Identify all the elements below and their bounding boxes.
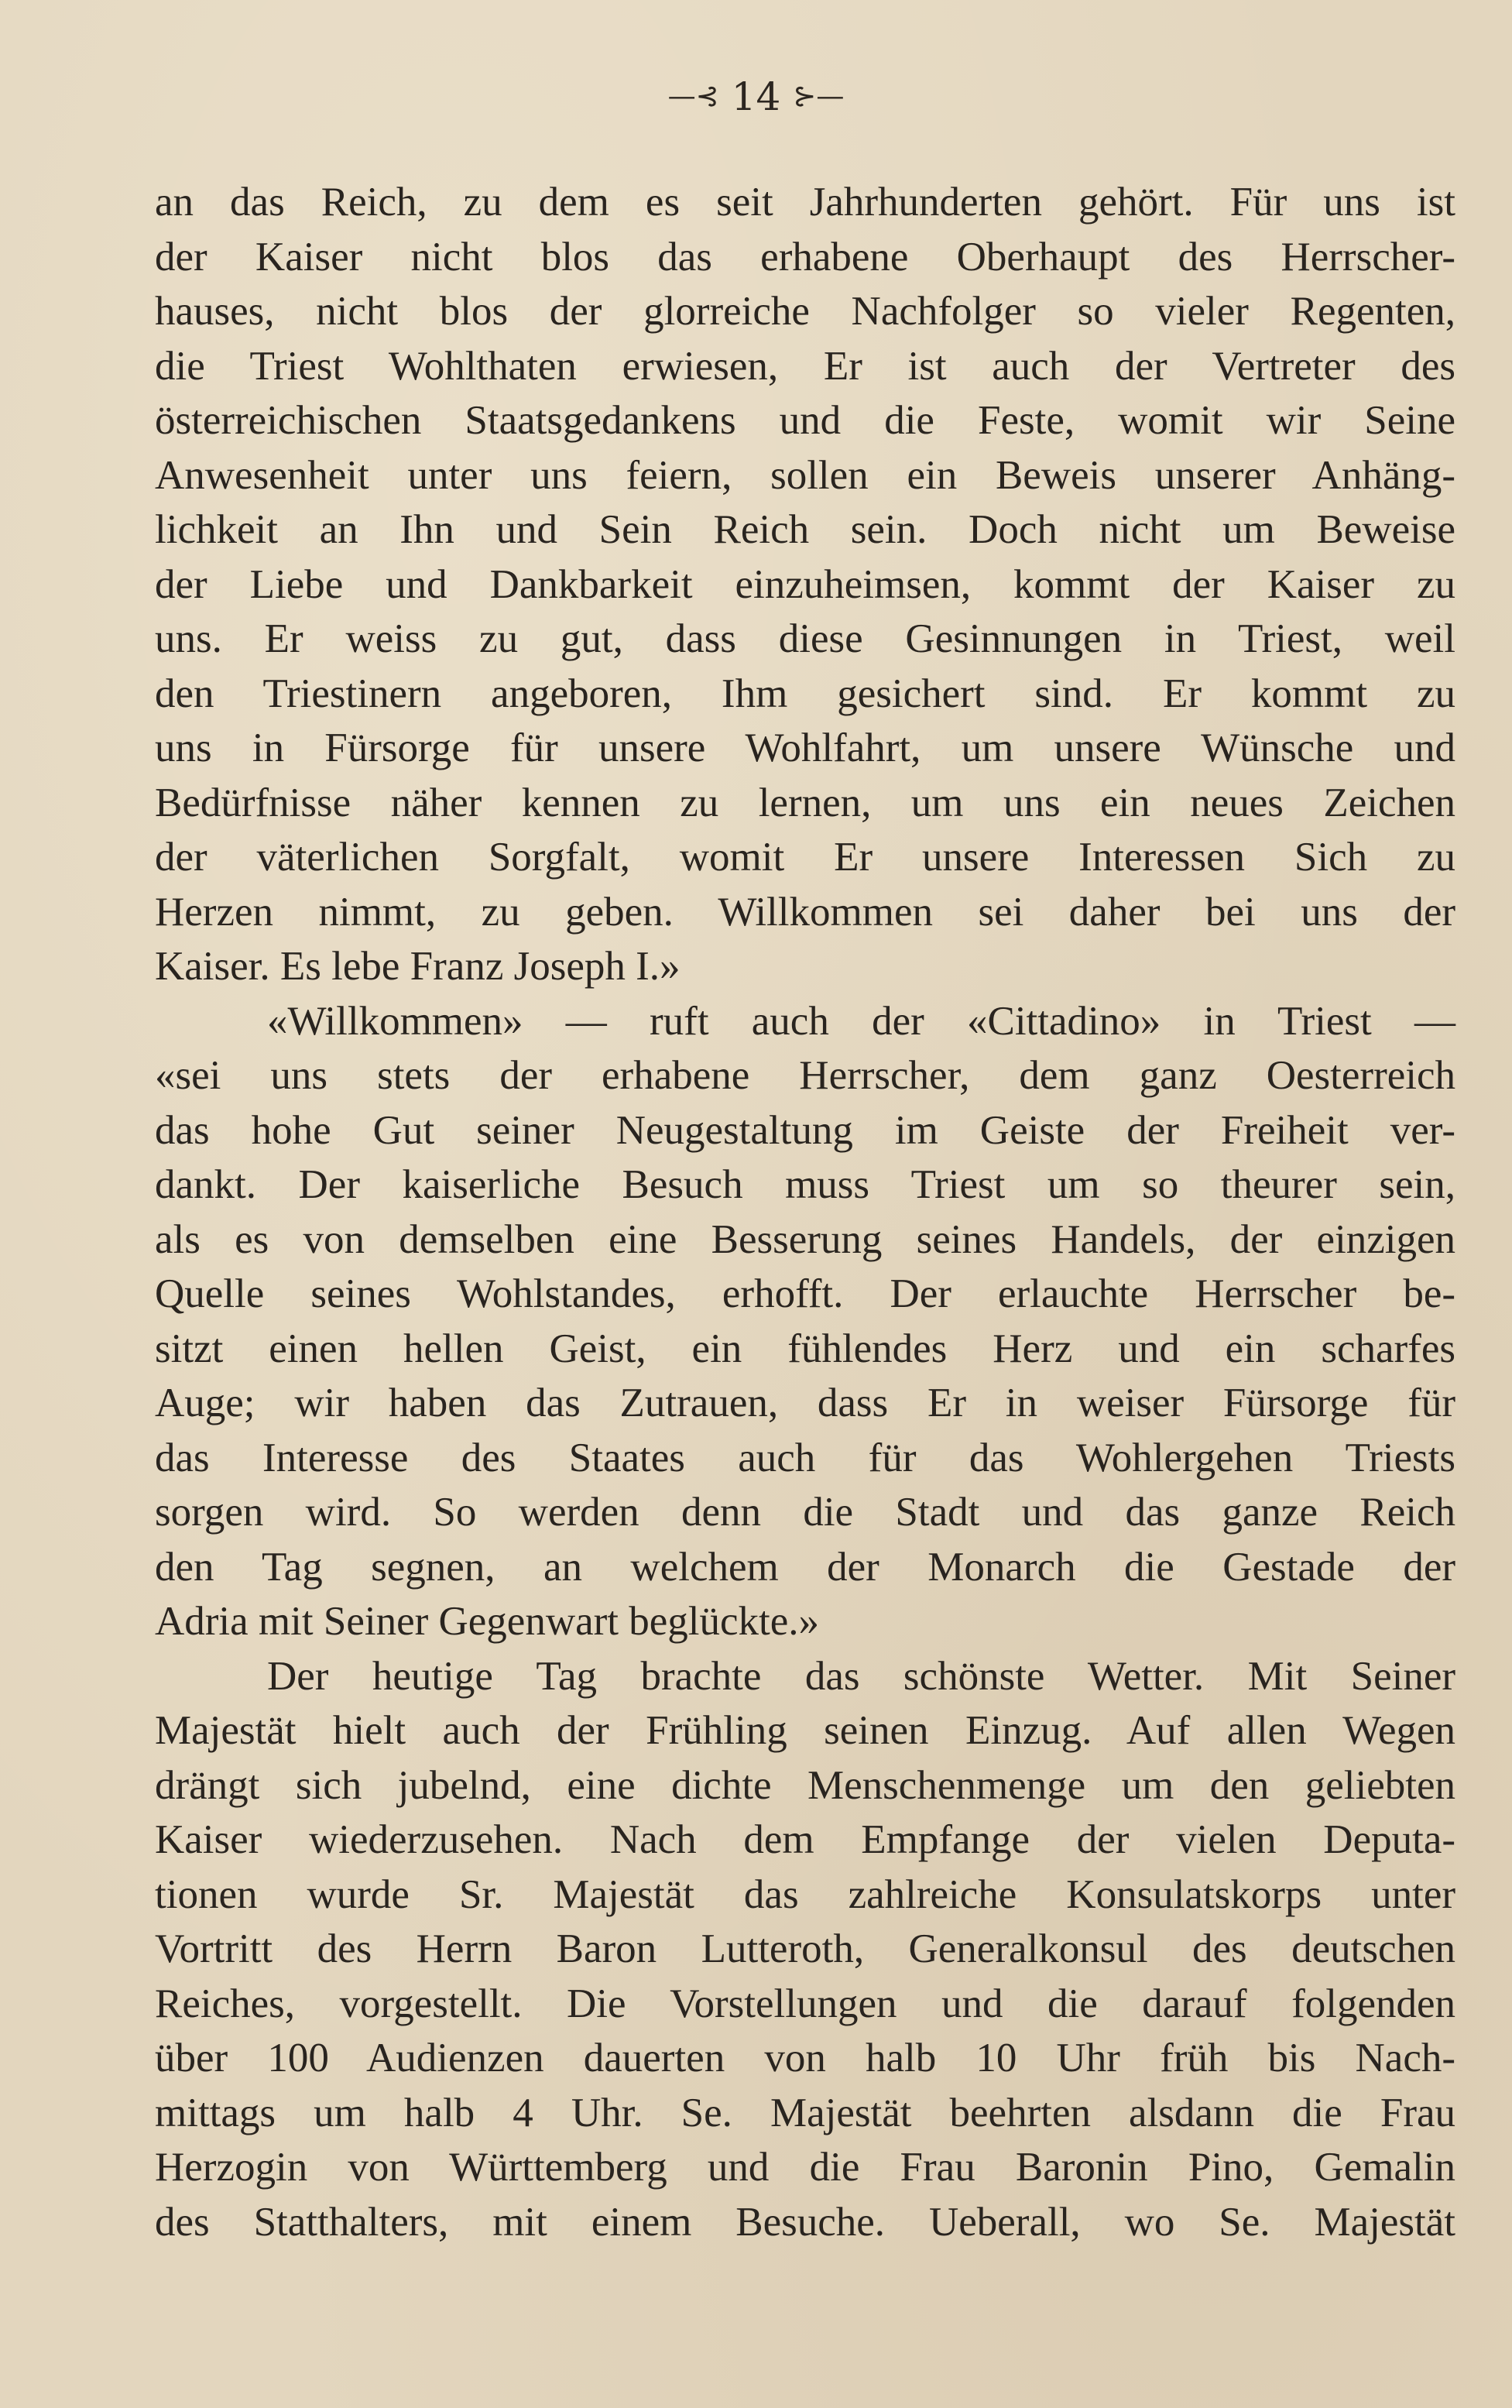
text-line: des Statthalters, mit einem Besuche. Ueberall, wo Se. Majestät xyxy=(155,2199,1455,2245)
text-line: Der heutige Tag brachte das schönste Wetter. Mit Seiner xyxy=(267,1653,1455,1699)
text-line: der Kaiser nicht blos das erhabene Oberhaupt des Herrscher- xyxy=(155,234,1455,280)
text-line: Kaiser wiederzusehen. Nach dem Empfange der vielen Deputa- xyxy=(155,1817,1455,1862)
text-line: als es von demselben eine Besserung seines Handels, der einzigen xyxy=(155,1216,1455,1262)
text-line: «Willkommen» — ruft auch der «Cittadino» in Triest — xyxy=(267,998,1455,1044)
text-line: die Triest Wohlthaten erwiesen, Er ist auch der Vertreter des xyxy=(155,343,1455,389)
text-line: «sei uns stets der erhabene Herrscher, dem ganz Oesterreich xyxy=(155,1053,1455,1098)
text-line: Majestät hielt auch der Frühling seinen Einzug. Auf allen Wegen xyxy=(155,1708,1455,1753)
text-line: Herzogin von Württemberg und die Frau Baronin Pino, Gemalin xyxy=(155,2145,1455,2190)
text-line: hauses, nicht blos der glorreiche Nachfolger so vieler Regenten, xyxy=(155,289,1455,334)
text-line: dankt. Der kaiserliche Besuch muss Triest um so theurer sein, xyxy=(155,1162,1455,1207)
page-number: 14 xyxy=(731,74,781,119)
text-line: Kaiser. Es lebe Franz Joseph I.» xyxy=(155,944,681,989)
text-line: Reiches, vorgestellt. Die Vorstellungen und die darauf folgenden xyxy=(155,1981,1455,2026)
text-line: Anwesenheit unter uns feiern, sollen ein Beweis unserer Anhäng- xyxy=(155,452,1455,498)
text-line: Auge; wir haben das Zutrauen, dass Er in weiser Fürsorge für xyxy=(155,1381,1455,1425)
text-line: der Liebe und Dankbarkeit einzuheimsen, kommt der Kaiser zu xyxy=(155,561,1455,607)
text-line: Vortritt des Herrn Baron Lutteroth, Generalkonsul des deutschen xyxy=(155,1926,1455,1971)
text-line: Quelle seines Wohlstandes, erhofft. Der erlauchte Herrscher be- xyxy=(155,1271,1455,1316)
text-line: das Interesse des Staates auch für das Wohlergehen Triests xyxy=(155,1435,1455,1480)
page-header xyxy=(0,74,1512,119)
text-line: den Tag segnen, an welchem der Monarch die Gestade der xyxy=(155,1544,1455,1590)
ornament-right: ⊱— xyxy=(793,81,845,112)
ornament-left: —⊰ xyxy=(667,81,719,112)
text-line: Herzen nimmt, zu geben. Willkommen sei daher bei uns der xyxy=(155,889,1455,935)
text-line: den Triestinern angeboren, Ihm gesichert sind. Er kommt zu xyxy=(155,671,1455,716)
text-line: mittags um halb 4 Uhr. Se. Majestät beehrten alsdann die Frau xyxy=(155,2090,1455,2135)
text-line: drängt sich jubelnd, eine dichte Menschenmenge um den geliebten xyxy=(155,1762,1455,1808)
text-line: uns. Er weiss zu gut, dass diese Gesinnungen in Triest, weil xyxy=(155,616,1455,661)
text-line: über 100 Audienzen dauerten von halb 10 Uhr früh bis Nach- xyxy=(155,2036,1455,2080)
text-line: an das Reich, zu dem es seit Jahrhunderten gehört. Für uns ist xyxy=(155,180,1455,225)
body-text xyxy=(155,175,1455,2249)
text-line: lichkeit an Ihn und Sein Reich sein. Doch nicht um Beweise xyxy=(155,507,1455,552)
text-line: Bedürfnisse näher kennen zu lernen, um uns ein neues Zeichen xyxy=(155,780,1455,825)
text-line: tionen wurde Sr. Majestät das zahlreiche Konsulatskorps unter xyxy=(155,1871,1455,1917)
text-line: österreichischen Staatsgedankens und die Feste, womit wir Seine xyxy=(155,398,1455,443)
text-line: uns in Fürsorge für unsere Wohlfahrt, um unsere Wünsche und xyxy=(155,725,1455,770)
text-line: das hohe Gut seiner Neugestaltung im Geiste der Freiheit ver- xyxy=(155,1107,1455,1153)
text-line: sorgen wird. So werden denn die Stadt und das ganze Reich xyxy=(155,1490,1455,1535)
text-line: der väterlichen Sorgfalt, womit Er unsere Interessen Sich zu xyxy=(155,835,1455,880)
text-line: Adria mit Seiner Gegenwart beglückte.» xyxy=(155,1599,820,1644)
text-line: sitzt einen hellen Geist, ein fühlendes Herz und ein scharfes xyxy=(155,1326,1455,1371)
